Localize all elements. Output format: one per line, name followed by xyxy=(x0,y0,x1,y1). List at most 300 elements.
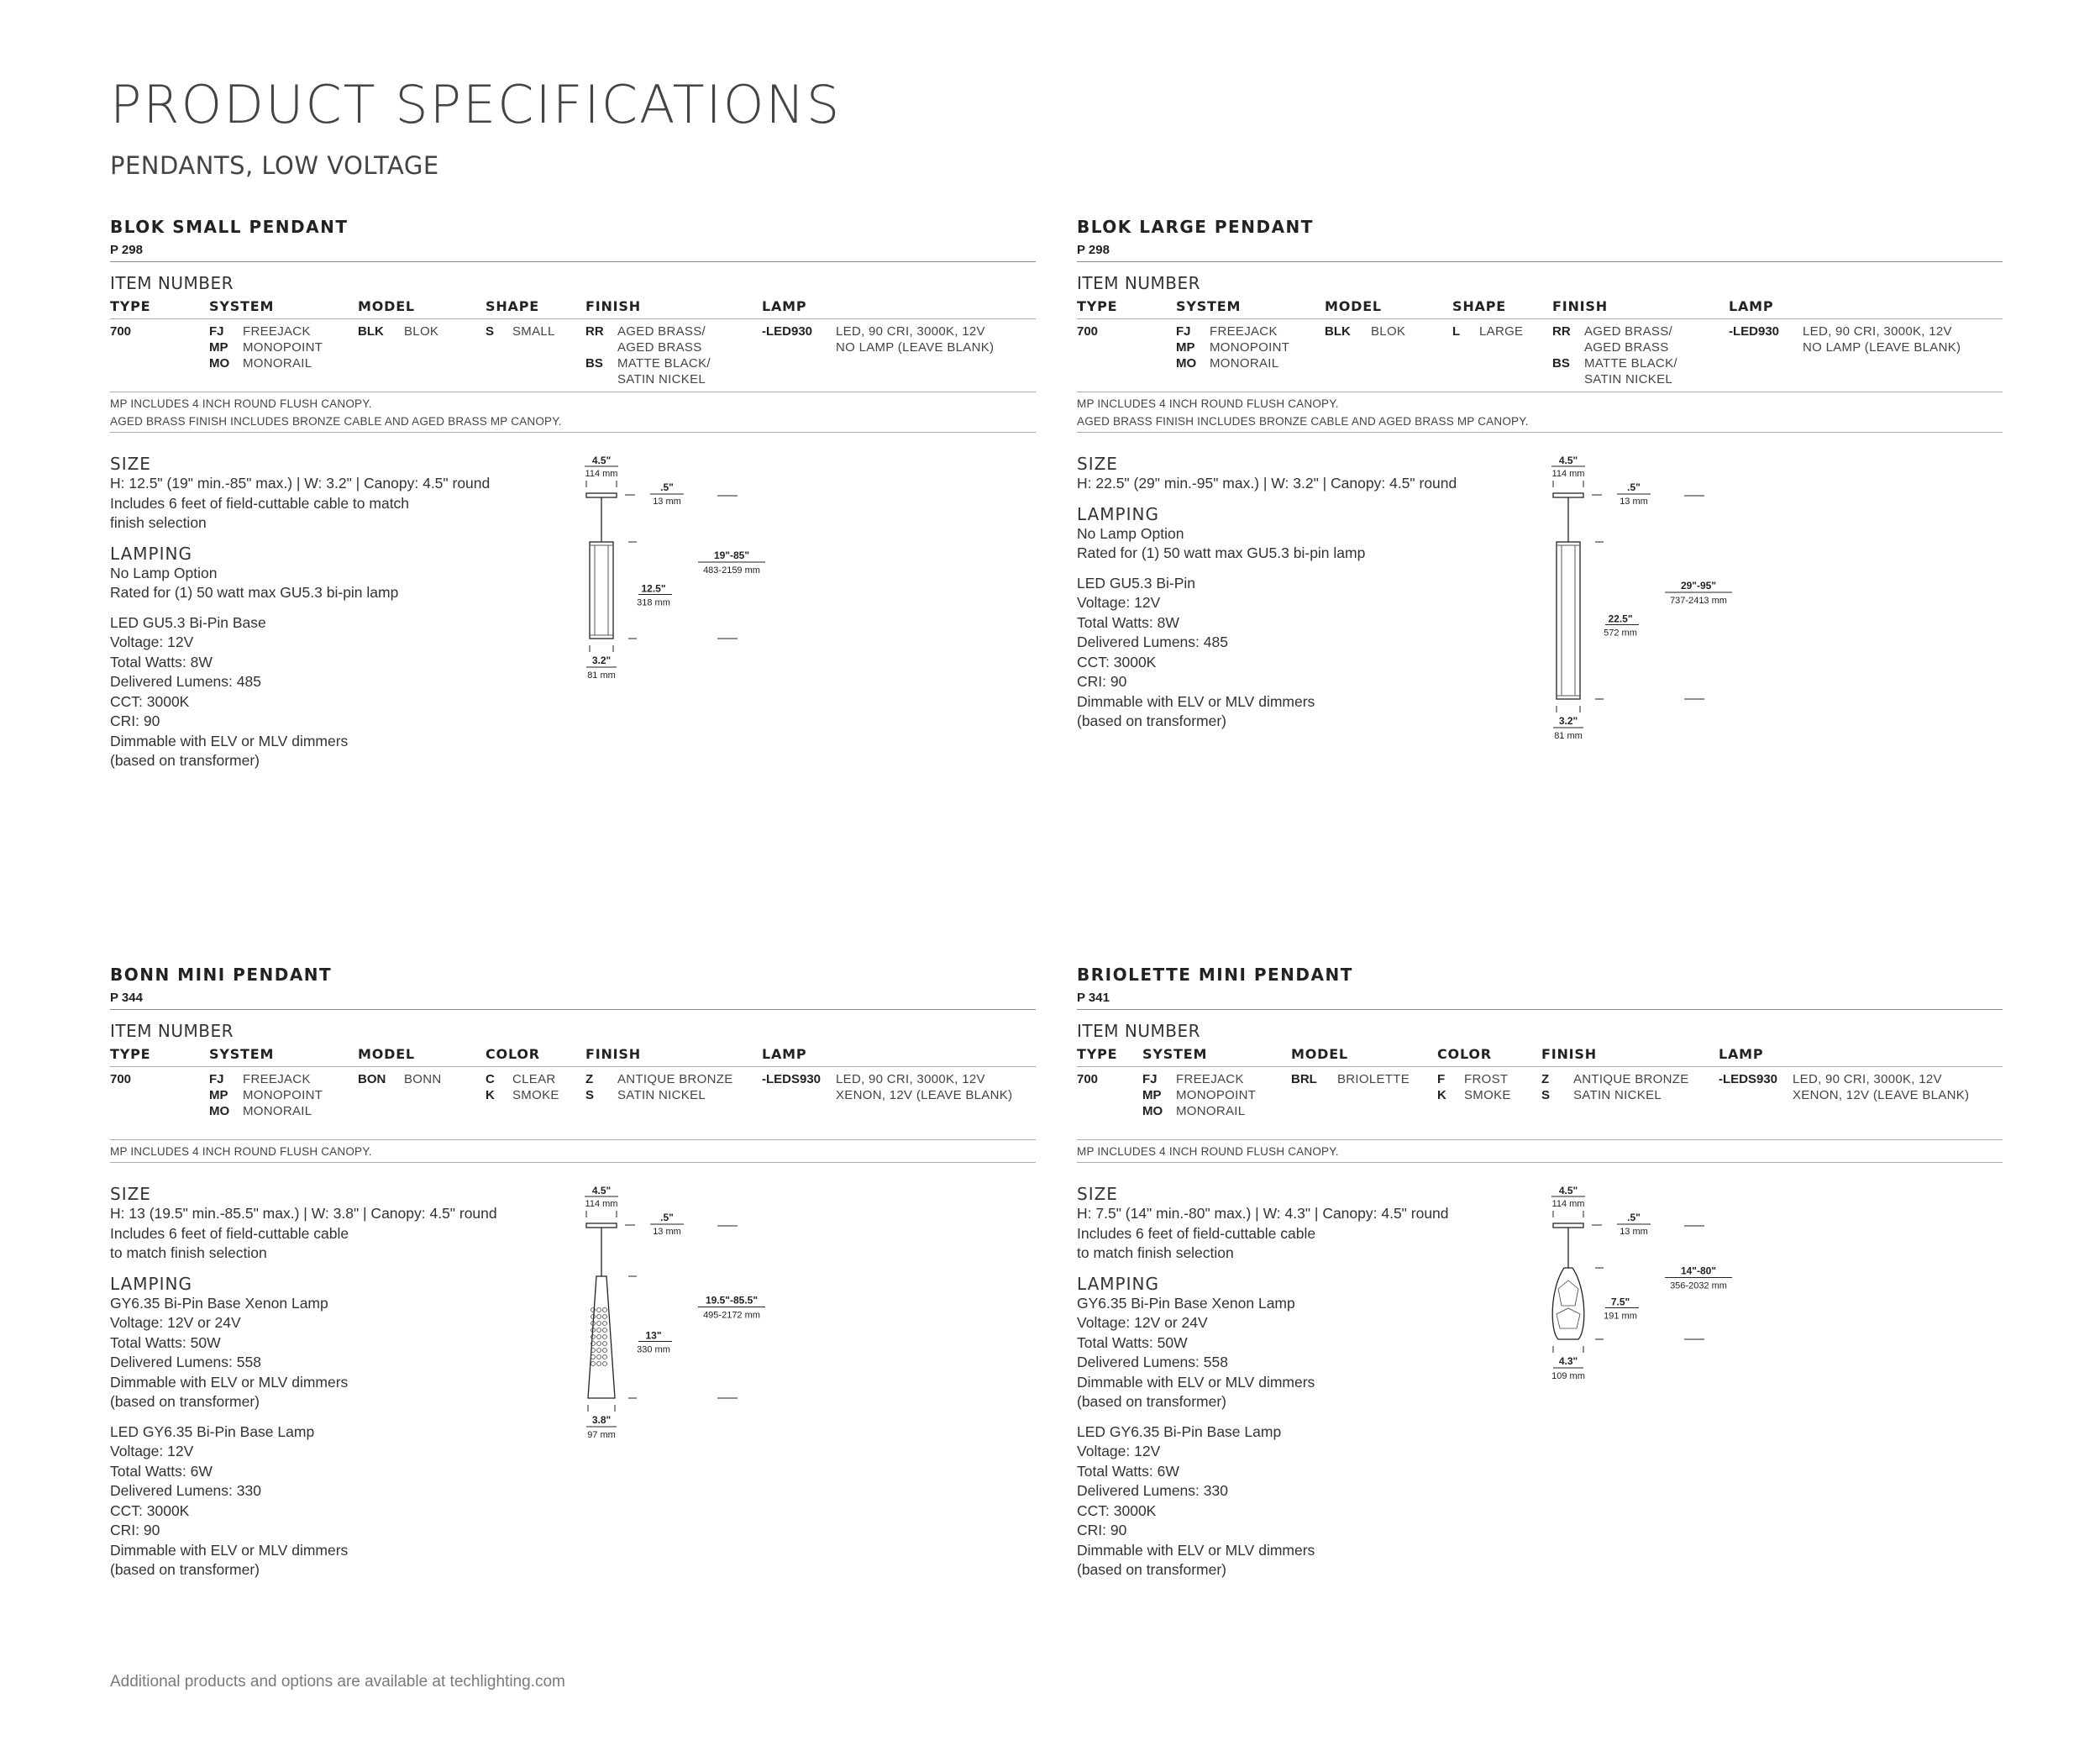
column-header: MODEL xyxy=(358,298,415,314)
spacer xyxy=(1077,564,1547,574)
finish-option xyxy=(585,339,711,355)
lamping-line: Rated for (1) 50 watt max GU5.3 bi-pin lamp xyxy=(1077,544,1366,561)
option-code: BLK xyxy=(358,324,384,339)
option-code: S xyxy=(585,1088,595,1102)
lamping-line: Dimmable with ELV or MLV dimmers xyxy=(110,1373,349,1391)
column-header: TYPE xyxy=(110,298,151,314)
column-header: TYPE xyxy=(110,1046,151,1062)
lamping-line: Voltage: 12V xyxy=(110,634,194,650)
type-column xyxy=(1077,1071,1098,1087)
finish-option xyxy=(1552,323,1677,339)
dimension-diagram xyxy=(580,454,799,706)
lamping-line: Total Watts: 8W xyxy=(110,653,213,670)
dim-width-mm: 97 mm xyxy=(587,1430,616,1440)
dim-canopy-width-mm: 114 mm xyxy=(1551,1199,1585,1209)
spacer xyxy=(110,1412,580,1422)
option-code: FJ xyxy=(1142,1072,1158,1086)
size-heading: SIZE xyxy=(110,454,151,474)
option-code: K xyxy=(486,1088,495,1102)
note-line: AGED BRASS FINISH INCLUDES BRONZE CABLE AND AGED BRASS MP CANOPY. xyxy=(1077,415,1529,428)
spec-block xyxy=(1077,1184,2003,1580)
finish-option xyxy=(1541,1087,1689,1103)
lamping-heading: LAMPING xyxy=(1077,1273,1159,1294)
lamp-code-column xyxy=(1729,323,1779,339)
dim-body-height: 22.5" xyxy=(1608,613,1633,625)
option-code: Z xyxy=(1541,1072,1550,1086)
table-divider xyxy=(1077,1066,2003,1067)
dim-overall-mm: 737-2413 mm xyxy=(1670,596,1727,606)
system-option xyxy=(209,1103,323,1119)
lamping-line: CRI: 90 xyxy=(1077,673,1127,690)
column-header: SYSTEM xyxy=(1176,298,1242,314)
table-divider xyxy=(1077,318,2003,319)
finish-option xyxy=(585,323,711,339)
dim-canopy-width: 4.5" xyxy=(1558,1185,1578,1196)
product-name: BLOK LARGE PENDANT xyxy=(1077,217,1314,237)
size-line: H: 22.5" (29" min.-95" max.) | W: 3.2" | Canopy: 4.5" round xyxy=(1077,475,1457,492)
option-desc: SATIN NICKEL xyxy=(1584,372,1673,386)
option-desc: MONOPOINT xyxy=(1210,340,1290,355)
spec-text xyxy=(110,1184,580,1580)
option-desc: CLEAR xyxy=(512,1072,556,1086)
lamping-line: LED GU5.3 Bi-Pin xyxy=(1077,574,1196,592)
product-section xyxy=(110,217,1036,771)
canopy-shape xyxy=(1553,493,1583,497)
dim-overall-mm: 495-2172 mm xyxy=(703,1310,760,1321)
note-line: MP INCLUDES 4 INCH ROUND FLUSH CANOPY. xyxy=(110,397,372,410)
column-header: TYPE xyxy=(1077,298,1118,314)
size-line: to match finish selection xyxy=(110,1244,267,1261)
lamping-line: Voltage: 12V or 24V xyxy=(110,1314,241,1331)
option-code: MO xyxy=(209,356,230,371)
model-column xyxy=(358,1071,442,1087)
spacer xyxy=(110,534,580,544)
system-option xyxy=(1142,1103,1256,1119)
lamping-line: No Lamp Option xyxy=(1077,524,1184,542)
lamping-heading: LAMPING xyxy=(110,1273,192,1294)
dim-canopy-height: .5" xyxy=(1627,1212,1641,1223)
finish-column xyxy=(1552,323,1677,387)
lamping-line: CRI: 90 xyxy=(110,1522,160,1538)
option-table xyxy=(1077,1071,2003,1139)
dim-canopy-height: .5" xyxy=(660,481,674,493)
column-header: MODEL xyxy=(358,1046,415,1062)
option-desc: SMALL xyxy=(512,324,555,339)
item-number-label: ITEM NUMBER xyxy=(110,273,234,293)
lamping-line: Voltage: 12V or 24V xyxy=(1077,1314,1208,1331)
canopy-shape xyxy=(586,493,617,497)
product-section xyxy=(1077,217,2003,741)
option-desc: SMOKE xyxy=(1464,1088,1511,1102)
dim-canopy-width: 4.5" xyxy=(591,1185,612,1196)
variant-option xyxy=(1437,1071,1511,1087)
size-line: H: 7.5" (14" min.-80" max.) | W: 4.3" | Canopy: 4.5" round xyxy=(1077,1205,1449,1222)
lamping-line: Dimmable with ELV or MLV dimmers xyxy=(1077,692,1315,710)
option-code: K xyxy=(1437,1088,1446,1102)
column-headers xyxy=(1077,1046,2003,1066)
column-header: SHAPE xyxy=(1452,298,1506,314)
system-column xyxy=(1176,323,1289,371)
option-desc: MONORAIL xyxy=(1210,356,1279,371)
finish-column xyxy=(585,323,711,387)
catalog-page-ref: P 298 xyxy=(1077,243,1110,257)
notes-divider xyxy=(1077,1162,2003,1163)
size-line: to match finish selection xyxy=(1077,1244,1234,1261)
column-header: LAMP xyxy=(1719,1046,1764,1062)
dim-width-mm: 81 mm xyxy=(1554,731,1583,741)
lamp-code: -LED930 xyxy=(1729,324,1780,339)
option-desc: AGED BRASS xyxy=(1584,340,1669,355)
option-desc: MONOPOINT xyxy=(243,1088,323,1102)
canopy-shape xyxy=(586,1223,617,1228)
option-desc: SATIN NICKEL xyxy=(617,372,706,386)
size-line: H: 13 (19.5" min.-85.5" max.) | W: 3.8" | Canopy: 4.5" round xyxy=(110,1205,497,1222)
item-number-label: ITEM NUMBER xyxy=(110,1021,234,1041)
fixture-body xyxy=(590,542,613,639)
note-line: MP INCLUDES 4 INCH ROUND FLUSH CANOPY. xyxy=(110,1145,372,1158)
option-desc: FREEJACK xyxy=(1176,1072,1244,1086)
dim-body-height: 7.5" xyxy=(1610,1296,1630,1308)
size-line: Includes 6 feet of field-cuttable cable to match xyxy=(110,494,410,512)
dim-canopy-width: 4.5" xyxy=(1558,455,1578,466)
spacer xyxy=(1077,494,1547,504)
column-header: FINISH xyxy=(1552,298,1608,314)
option-code: BS xyxy=(1552,356,1570,371)
option-desc: ANTIQUE BRONZE xyxy=(1573,1072,1689,1086)
variant-option xyxy=(486,1087,559,1103)
dim-width-mm: 109 mm xyxy=(1551,1371,1585,1381)
finish-option xyxy=(585,371,711,387)
option-code: Z xyxy=(585,1072,594,1086)
lamping-line: GY6.35 Bi-Pin Base Xenon Lamp xyxy=(1077,1294,1295,1312)
model-column xyxy=(1291,1071,1410,1087)
lamping-line: (based on transformer) xyxy=(1077,1561,1226,1578)
spec-text xyxy=(110,454,580,771)
option-desc: FREEJACK xyxy=(1210,324,1278,339)
lamping-line: GY6.35 Bi-Pin Base Xenon Lamp xyxy=(110,1294,328,1312)
spacer xyxy=(110,1264,580,1274)
lamp-code-column xyxy=(762,1071,821,1087)
lamping-line: Total Watts: 8W xyxy=(1077,613,1179,631)
lamp-desc-column xyxy=(1803,323,1961,355)
option-desc: FREEJACK xyxy=(243,324,311,339)
option-code: FJ xyxy=(1176,324,1191,339)
lamping-line: Dimmable with ELV or MLV dimmers xyxy=(110,732,349,749)
dim-canopy-width: 4.5" xyxy=(591,455,612,466)
option-desc: MONOPOINT xyxy=(243,340,323,355)
dim-canopy-height-mm: 13 mm xyxy=(653,1227,681,1237)
dim-canopy-height-mm: 13 mm xyxy=(1620,1227,1648,1237)
system-option xyxy=(209,1071,323,1087)
option-table xyxy=(110,323,1036,392)
item-number-label: ITEM NUMBER xyxy=(1077,1021,1200,1041)
column-header: SHAPE xyxy=(486,298,539,314)
size-heading: SIZE xyxy=(1077,1184,1118,1204)
dim-overall: 19"-85" xyxy=(713,549,750,561)
size-line: H: 12.5" (19" min.-85" max.) | W: 3.2" | Canopy: 4.5" round xyxy=(110,475,491,492)
option-desc: MONORAIL xyxy=(1176,1104,1246,1118)
dim-width: 3.8" xyxy=(591,1414,612,1426)
spacer xyxy=(1077,1264,1547,1274)
model-column xyxy=(1325,323,1405,339)
option-code: F xyxy=(1437,1072,1446,1086)
lamping-line: LED GU5.3 Bi-Pin Base xyxy=(110,613,266,631)
lamping-line: Delivered Lumens: 558 xyxy=(110,1354,261,1370)
system-option xyxy=(1142,1087,1256,1103)
finish-option xyxy=(1552,371,1677,387)
dimension-diagram xyxy=(1547,1184,1766,1402)
lamping-line: CRI: 90 xyxy=(1077,1522,1127,1538)
option-desc: ANTIQUE BRONZE xyxy=(617,1072,733,1086)
lamping-line: Dimmable with ELV or MLV dimmers xyxy=(1077,1541,1315,1559)
option-desc: SATIN NICKEL xyxy=(1573,1088,1662,1102)
dim-width-mm: 81 mm xyxy=(587,670,616,681)
finish-option xyxy=(585,1071,733,1087)
lamping-line: Dimmable with ELV or MLV dimmers xyxy=(110,1541,349,1559)
table-divider xyxy=(110,318,1036,319)
type-column xyxy=(1077,323,1098,339)
catalog-page-ref: P 344 xyxy=(110,991,143,1005)
lamping-line: Delivered Lumens: 330 xyxy=(1077,1482,1228,1499)
column-header: LAMP xyxy=(762,298,807,314)
variant-option xyxy=(1437,1087,1511,1103)
finish-option xyxy=(585,355,711,371)
size-line: Includes 6 feet of field-cuttable cable xyxy=(1077,1224,1316,1242)
column-header: COLOR xyxy=(486,1046,540,1062)
option-desc: MONORAIL xyxy=(243,1104,312,1118)
item-number-label: ITEM NUMBER xyxy=(1077,273,1200,293)
column-header: FINISH xyxy=(1541,1046,1597,1062)
option-desc: FROST xyxy=(1464,1072,1509,1086)
model-column xyxy=(358,323,438,339)
spacer xyxy=(110,603,580,613)
fixture-body xyxy=(588,1276,615,1398)
option-code: FJ xyxy=(209,324,224,339)
type-code: 700 xyxy=(110,324,132,339)
variant-column xyxy=(1437,1071,1511,1103)
lamping-line: No Lamp Option xyxy=(110,564,218,581)
option-code: RR xyxy=(585,324,604,339)
option-desc: AGED BRASS xyxy=(617,340,702,355)
dim-body-height-mm: 572 mm xyxy=(1604,628,1637,639)
dim-width: 3.2" xyxy=(591,655,612,666)
lamping-line: CCT: 3000K xyxy=(1077,653,1157,670)
finish-option xyxy=(1552,339,1677,355)
dim-overall-mm: 356-2032 mm xyxy=(1670,1280,1727,1291)
type-code: 700 xyxy=(110,1072,132,1086)
lamping-line: Total Watts: 6W xyxy=(110,1462,213,1480)
option-desc: SMOKE xyxy=(512,1088,559,1102)
finish-option xyxy=(1541,1071,1689,1087)
system-option xyxy=(1176,323,1289,339)
notes xyxy=(110,392,1036,432)
table-divider xyxy=(110,1066,1036,1067)
lamp-option: LED, 90 CRI, 3000K, 12V xyxy=(836,324,985,339)
lamp-code: -LEDS930 xyxy=(762,1072,822,1086)
column-headers xyxy=(1077,298,2003,318)
lamp-desc-column xyxy=(1793,1071,1969,1103)
dim-canopy-height: .5" xyxy=(1627,481,1641,493)
option-code: BRL xyxy=(1291,1072,1317,1086)
dimension-diagram xyxy=(1547,454,1766,765)
lamping-line: CCT: 3000K xyxy=(1077,1501,1157,1519)
dim-width: 4.3" xyxy=(1558,1355,1578,1367)
lamping-line: Voltage: 12V xyxy=(1077,594,1161,611)
page-title: PRODUCT SPECIFICATIONS xyxy=(110,74,842,135)
lamping-line: Voltage: 12V xyxy=(110,1443,194,1459)
finish-column xyxy=(1541,1071,1689,1103)
model-option xyxy=(358,1071,442,1087)
lamp-option: LED, 90 CRI, 3000K, 12V xyxy=(1793,1072,1942,1086)
option-desc: AGED BRASS/ xyxy=(1584,324,1672,339)
lamp-option: LED, 90 CRI, 3000K, 12V xyxy=(1803,324,1952,339)
option-code: MP xyxy=(1176,340,1195,355)
option-desc: MATTE BLACK/ xyxy=(617,356,711,371)
dim-body-height-mm: 318 mm xyxy=(637,597,670,608)
option-desc: LARGE xyxy=(1479,324,1524,339)
product-name: BLOK SMALL PENDANT xyxy=(110,217,349,237)
option-desc: AGED BRASS/ xyxy=(617,324,706,339)
spec-text xyxy=(1077,1184,1547,1580)
lamping-line: CRI: 90 xyxy=(110,712,160,729)
system-column xyxy=(209,323,323,371)
dim-overall-mm: 483-2159 mm xyxy=(703,565,760,576)
finish-option xyxy=(585,1087,733,1103)
option-code: BON xyxy=(358,1072,386,1086)
page-subtitle: PENDANTS, LOW VOLTAGE xyxy=(110,151,439,180)
dimension-diagram xyxy=(580,1184,799,1461)
lamping-line: (based on transformer) xyxy=(1077,712,1226,729)
system-option xyxy=(209,355,323,371)
lamp-code-column xyxy=(1719,1071,1777,1087)
variant-option xyxy=(486,323,555,339)
section-divider xyxy=(110,261,1036,262)
product-section xyxy=(1077,965,2003,1580)
note-line: MP INCLUDES 4 INCH ROUND FLUSH CANOPY. xyxy=(1077,1145,1339,1158)
size-line: Includes 6 feet of field-cuttable cable xyxy=(110,1224,349,1242)
system-column xyxy=(1142,1071,1256,1119)
option-code: MP xyxy=(1142,1088,1162,1102)
fixture-body xyxy=(1557,542,1580,699)
option-table xyxy=(110,1071,1036,1139)
option-desc: BLOK xyxy=(1371,324,1406,339)
lamping-line: Delivered Lumens: 330 xyxy=(110,1482,261,1499)
model-option xyxy=(1291,1071,1410,1087)
product-name: BONN MINI PENDANT xyxy=(110,965,333,985)
dim-overall: 14"-80" xyxy=(1680,1265,1717,1277)
finish-option xyxy=(1552,355,1677,371)
dim-overall: 29"-95" xyxy=(1680,580,1717,592)
dim-body-height: 12.5" xyxy=(641,582,666,595)
spec-text xyxy=(1077,454,1547,732)
option-desc: FREEJACK xyxy=(243,1072,311,1086)
column-header: FINISH xyxy=(585,298,641,314)
lamping-line: (based on transformer) xyxy=(110,1561,260,1578)
spacer xyxy=(1077,1412,1547,1422)
size-heading: SIZE xyxy=(110,1184,151,1204)
dim-canopy-height-mm: 13 mm xyxy=(653,497,681,507)
column-header: COLOR xyxy=(1437,1046,1492,1062)
dim-body-height-mm: 191 mm xyxy=(1604,1311,1637,1322)
column-header: MODEL xyxy=(1291,1046,1348,1062)
lamping-line: Delivered Lumens: 558 xyxy=(1077,1354,1228,1370)
option-code: S xyxy=(486,324,495,339)
system-option xyxy=(1176,355,1289,371)
system-option xyxy=(1176,339,1289,355)
option-code: MO xyxy=(209,1104,230,1118)
lamp-option: LED, 90 CRI, 3000K, 12V xyxy=(836,1072,985,1086)
lamp-desc-column xyxy=(836,323,994,355)
column-header: LAMP xyxy=(1729,298,1774,314)
option-code: C xyxy=(486,1072,495,1086)
lamping-heading: LAMPING xyxy=(1077,503,1159,524)
column-header: TYPE xyxy=(1077,1046,1118,1062)
option-code: FJ xyxy=(209,1072,224,1086)
lamping-line: LED GY6.35 Bi-Pin Base Lamp xyxy=(110,1422,315,1440)
lamping-line: Voltage: 12V xyxy=(1077,1443,1161,1459)
variant-option xyxy=(1452,323,1523,339)
lamping-line: Total Watts: 50W xyxy=(1077,1333,1188,1351)
dim-canopy-height: .5" xyxy=(660,1212,674,1223)
option-code: MP xyxy=(209,340,228,355)
lamping-line: Total Watts: 6W xyxy=(1077,1462,1179,1480)
size-line: finish selection xyxy=(110,514,207,531)
column-headers xyxy=(110,298,1036,318)
lamp-code-column xyxy=(762,323,812,339)
type-column xyxy=(110,1071,131,1087)
dim-canopy-height-mm: 13 mm xyxy=(1620,497,1648,507)
model-option xyxy=(358,323,438,339)
option-table xyxy=(1077,323,2003,392)
model-option xyxy=(1325,323,1405,339)
column-header: SYSTEM xyxy=(209,298,275,314)
notes xyxy=(1077,1140,2003,1162)
lamping-line: (based on transformer) xyxy=(110,752,260,769)
column-header: LAMP xyxy=(762,1046,807,1062)
lamp-code: -LED930 xyxy=(762,324,813,339)
lamp-code: -LEDS930 xyxy=(1719,1072,1778,1086)
dim-body-height-mm: 330 mm xyxy=(637,1344,670,1355)
notes xyxy=(110,1140,1036,1162)
spec-block xyxy=(1077,454,2003,741)
dim-overall: 19.5"-85.5" xyxy=(705,1294,759,1307)
option-code: MO xyxy=(1176,356,1197,371)
dim-body-height: 13" xyxy=(645,1329,662,1342)
option-desc: SATIN NICKEL xyxy=(617,1088,706,1102)
option-code: L xyxy=(1452,324,1461,339)
variant-column xyxy=(1452,323,1523,339)
notes-divider xyxy=(1077,432,2003,433)
type-code: 700 xyxy=(1077,324,1099,339)
product-section xyxy=(110,965,1036,1580)
dim-canopy-width-mm: 114 mm xyxy=(585,469,618,479)
option-desc: MONORAIL xyxy=(243,356,312,371)
lamping-line: Dimmable with ELV or MLV dimmers xyxy=(1077,1373,1315,1391)
option-desc: MONOPOINT xyxy=(1176,1088,1257,1102)
option-code: MP xyxy=(209,1088,228,1102)
canopy-shape xyxy=(1553,1223,1583,1228)
lamp-option: XENON, 12V (LEAVE BLANK) xyxy=(836,1088,1013,1102)
section-divider xyxy=(1077,1009,2003,1010)
lamping-line: Delivered Lumens: 485 xyxy=(110,673,261,690)
system-column xyxy=(209,1071,323,1119)
lamping-line: Delivered Lumens: 485 xyxy=(1077,634,1228,650)
lamp-option: NO LAMP (LEAVE BLANK) xyxy=(836,340,995,355)
size-heading: SIZE xyxy=(1077,454,1118,474)
system-option xyxy=(1142,1071,1256,1087)
variant-column xyxy=(486,1071,559,1103)
option-desc: MATTE BLACK/ xyxy=(1584,356,1677,371)
